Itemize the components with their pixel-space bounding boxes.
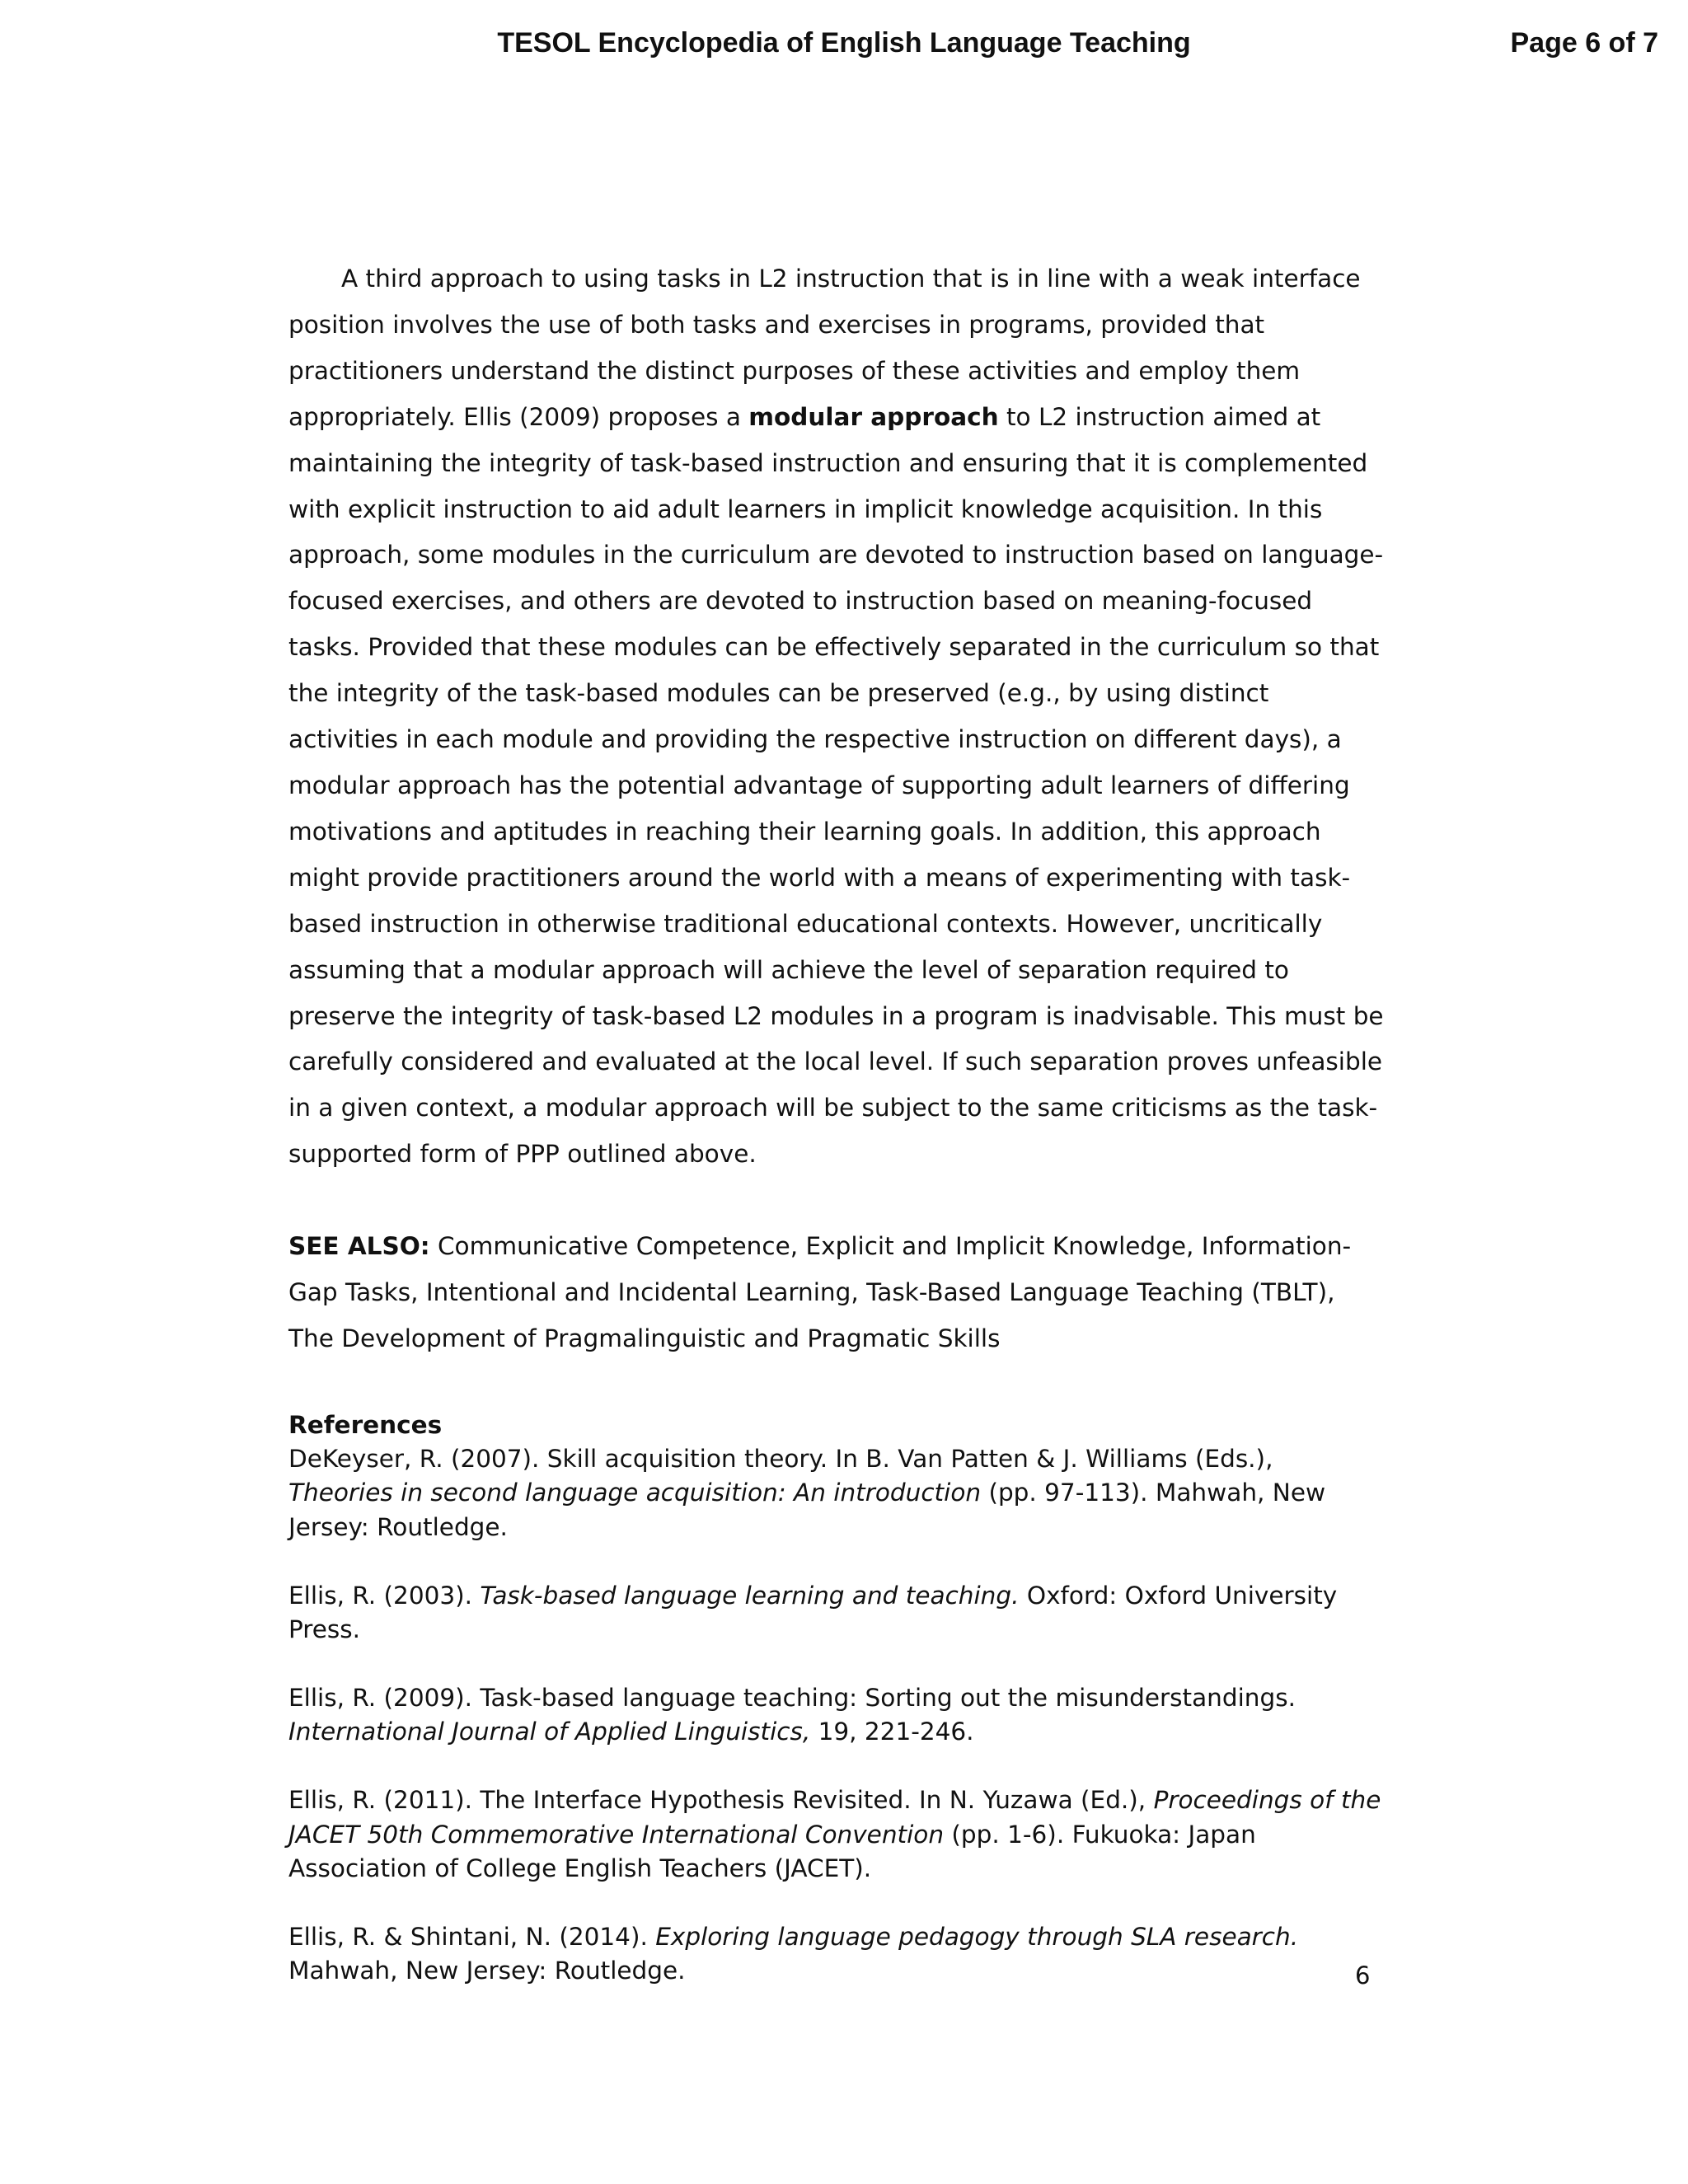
see-also-section — [288, 1224, 1385, 1362]
reference-text: 19, 221-246. — [810, 1718, 974, 1746]
reference-text: (pp. 97-113). Mahwah, New Jersey: Routledge. — [288, 1479, 1326, 1542]
header-title: TESOL Encyclopedia of English Language Teaching — [497, 27, 1191, 59]
reference-text: Oxford: Oxford University Press. — [288, 1581, 1338, 1644]
references-heading: References — [288, 1410, 443, 1439]
reference-title: Exploring language pedagogy through SLA research. — [655, 1922, 1299, 1951]
reference-title: International Journal of Applied Linguistics, — [288, 1718, 811, 1746]
reference-item — [288, 1442, 1385, 1545]
page-indicator: Page 6 of 7 — [1510, 27, 1658, 59]
reference-title: Theories in second language acquisition: An introduction — [288, 1479, 982, 1507]
see-also-list: Communicative Competence, Explicit and Implicit Knowledge, Information-Gap Tasks, Intentional and Incidental Learning, Task-Based Language Teaching (TBLT), The Development of Pragmalinguistic and Pragmatic Skills — [288, 1232, 1352, 1352]
document-body — [288, 256, 1385, 2022]
paragraph-text-start: A third approach to using tasks in L2 instruction that is in line with a weak interface position involves the use of both tasks and exercises in programs, provided that practitioners understand the distinct purposes of these activities and employ them appropriately. Ellis (2009) proposes a — [288, 265, 1361, 431]
page-number: 6 — [1355, 1961, 1371, 1990]
see-also-label: SEE ALSO: — [288, 1232, 430, 1261]
reference-text: Ellis, R. & Shintani, N. (2014). — [288, 1922, 656, 1951]
reference-item — [288, 1579, 1385, 1647]
reference-text: Ellis, R. (2003). — [288, 1581, 481, 1610]
bold-term-modular-approach: modular approach — [748, 402, 999, 431]
reference-item — [288, 1681, 1385, 1750]
reference-text: Ellis, R. (2011). The Interface Hypothesis Revisited. In N. Yuzawa (Ed.), — [288, 1786, 1154, 1814]
reference-item — [288, 1920, 1385, 1989]
reference-text: (pp. 1-6). Fukuoka: Japan Association of College English Teachers (JACET). — [288, 1820, 1256, 1883]
paragraph-text-end: to L2 instruction aimed at maintaining the integrity of task-based instruction and ensuring that it is complemented with explicit instruction to aid adult learners in implicit knowledge acquisition. In this approach, some modules in the curriculum are devoted to instruction based on language-focused exercises, and others are devoted to instruction based on meaning-focused tasks. Provided that these modules can be effectively separated in the curriculum so that the integrity of the task-based modules can be preserved (e.g., by using distinct activities in each module and providing the respective instruction on different days), a modular approach has the potential advantage of supporting adult learners of differing motivations and aptitudes in reaching their learning goals. In addition, this approach might provide practitioners around the world with a means of experimenting with task-based instruction in otherwise traditional educational contexts. However, uncritically assuming that a modular approach will achieve the level of separation required to preserve the integrity of task-based L2 modules in a program is inadvisable. This must be carefully considered and evaluated at the local level. If such separation proves unfeasible in a given context, a modular approach will be subject to the same criticisms as the task-supported form of PPP outlined above. — [288, 402, 1384, 1169]
references-list — [288, 1442, 1385, 1989]
reference-title: Proceedings of the JACET 50th Commemorative International Convention — [288, 1786, 1381, 1849]
reference-text: Mahwah, New Jersey: Routledge. — [288, 1957, 686, 1985]
reference-text: DeKeyser, R. (2007). Skill acquisition theory. In B. Van Patten & J. Williams (Eds.), — [288, 1444, 1273, 1473]
reference-title: Task-based language learning and teaching. — [480, 1581, 1020, 1610]
body-paragraph — [288, 256, 1385, 1178]
reference-item — [288, 1783, 1385, 1886]
reference-text: Ellis, R. (2009). Task-based language teaching: Sorting out the misunderstandings. — [288, 1683, 1296, 1712]
